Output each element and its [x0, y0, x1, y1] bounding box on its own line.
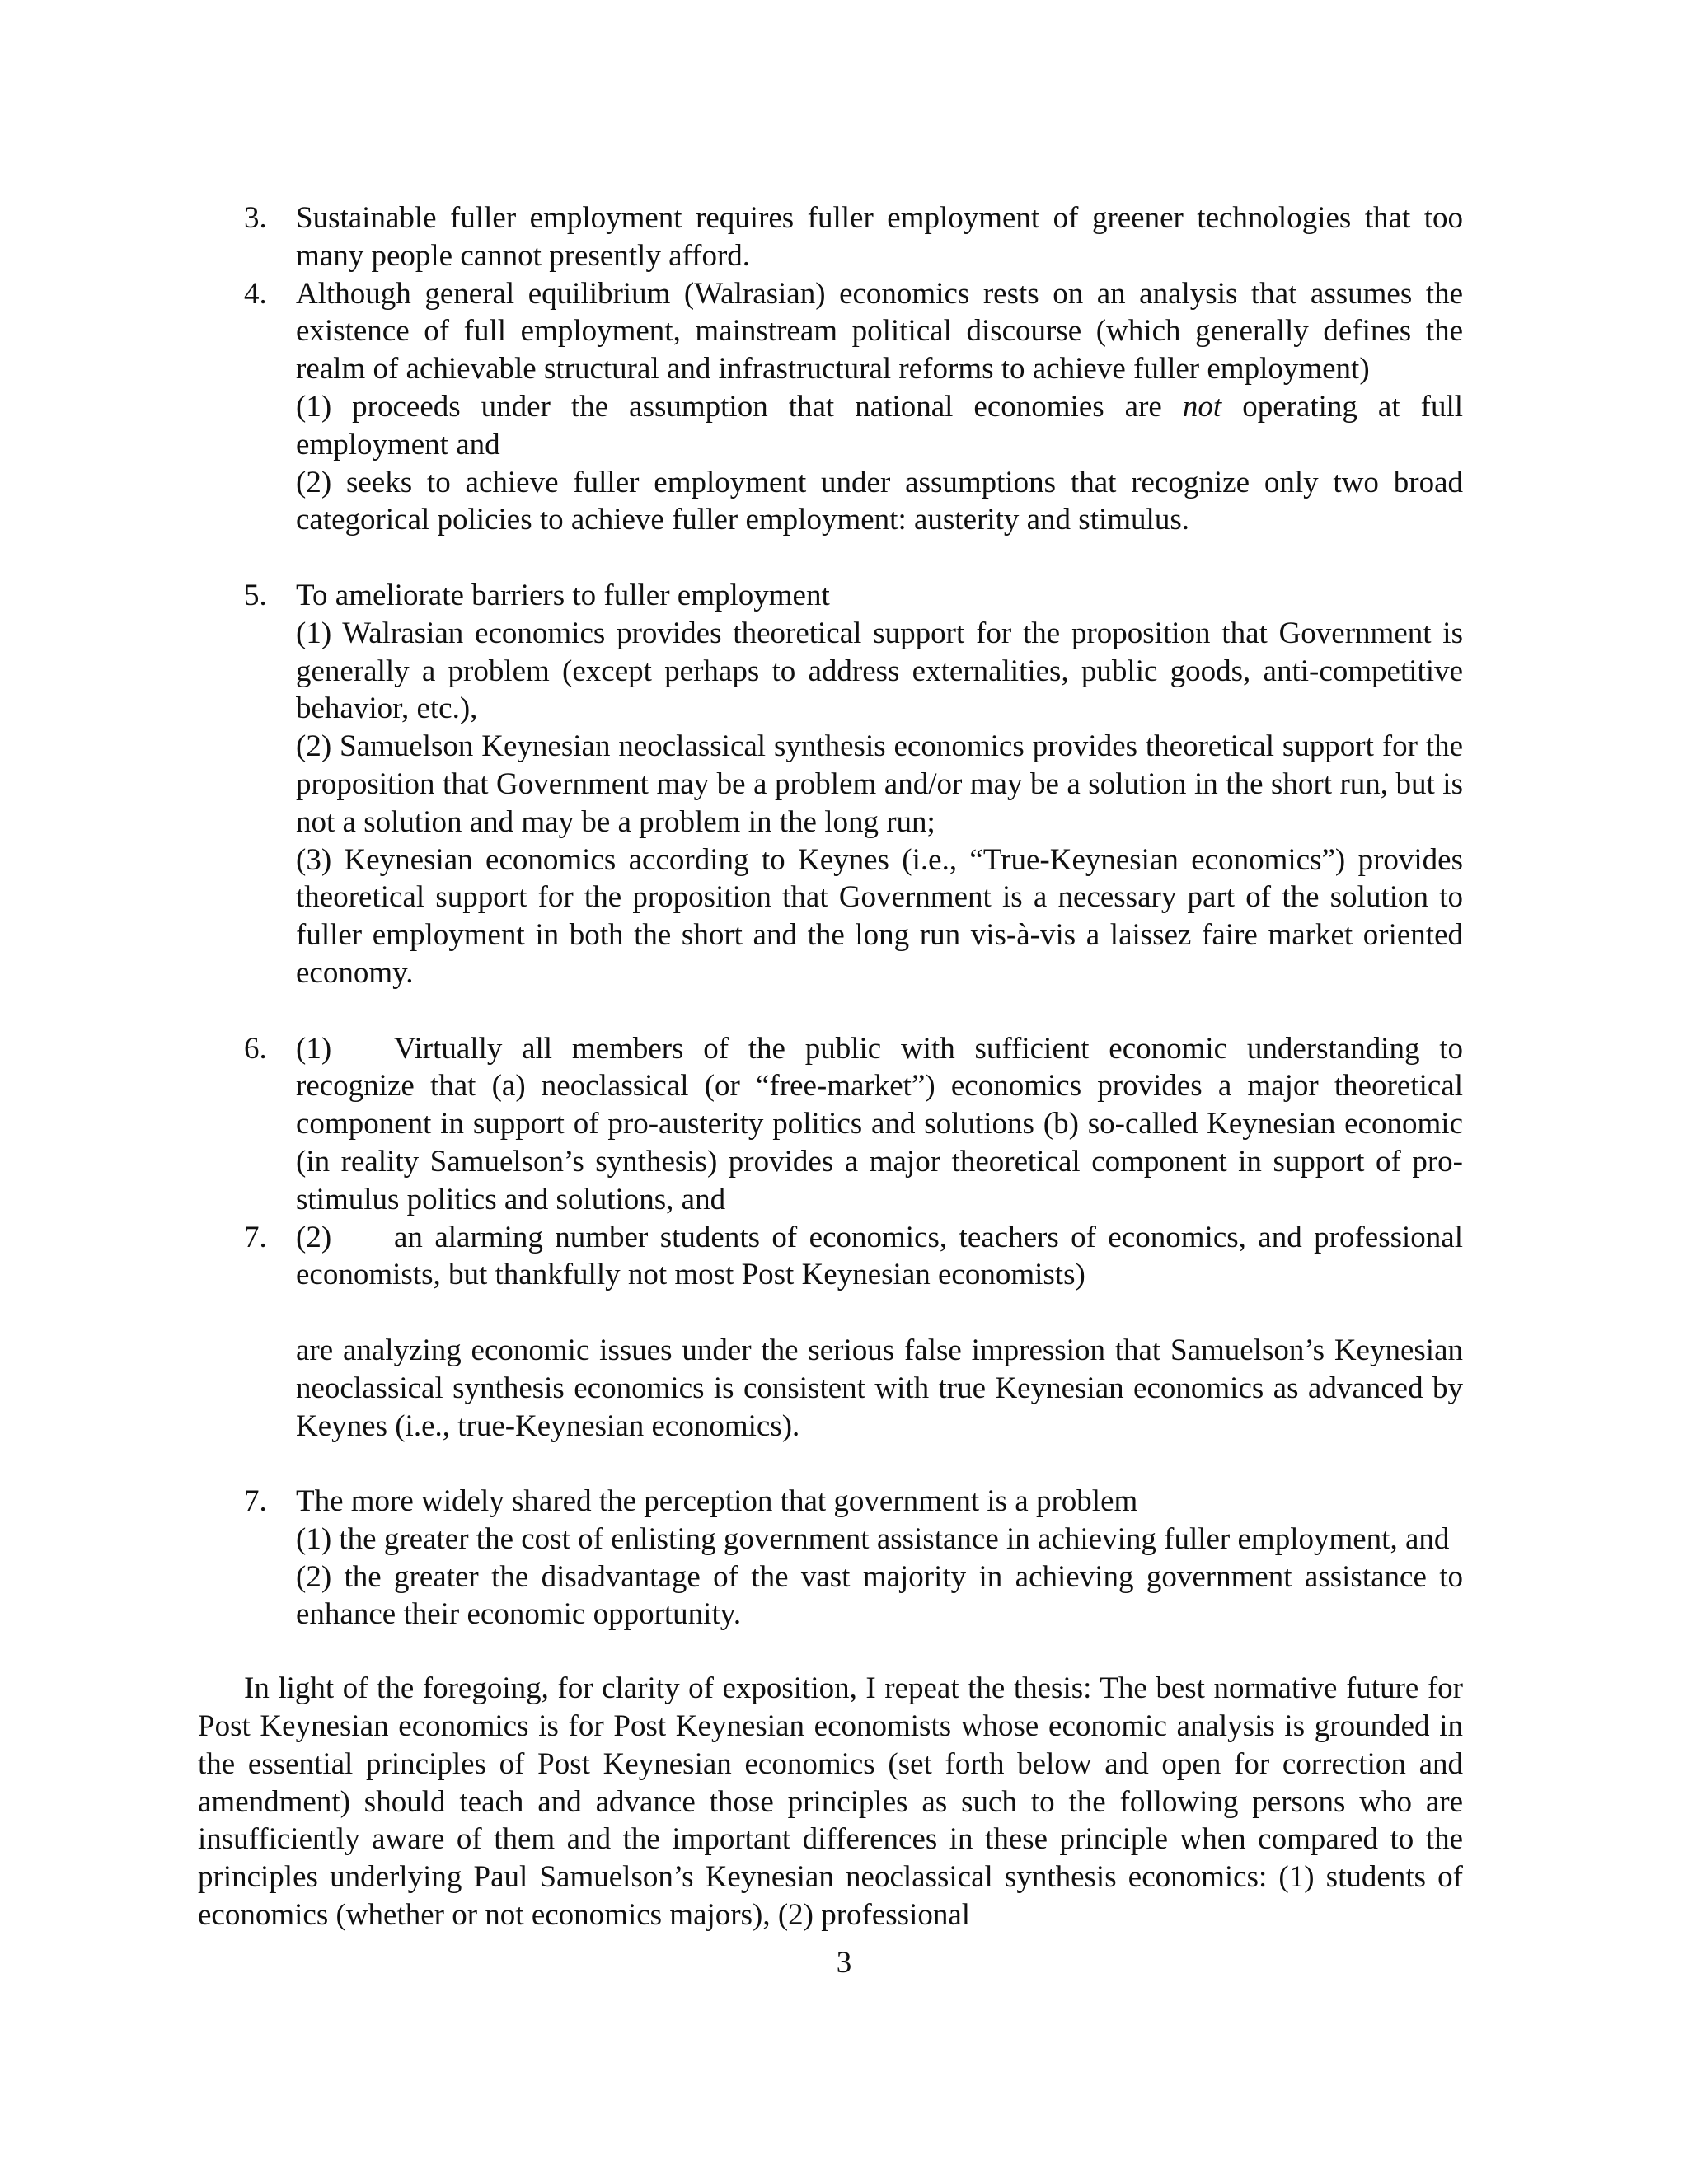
list-item-7b — [198, 1483, 1463, 1633]
list-number: 7. — [244, 1220, 267, 1254]
list-item-3 — [198, 199, 1463, 275]
document-body — [198, 199, 1463, 1965]
list-item-sub-2: (2) Samuelson Keynesian neoclassical synthesis economics provides theoretical support for the proposition that Government may be a problem and/or may be a solution in the short run, but is not a solution and may be a problem in the long run; — [296, 729, 1463, 839]
list-closing-text: are analyzing economic issues under the serious false impression that Samuelson’s Keynesian neoclassical synthesis economics is consistent with true Keynesian economics as advanced by Keynes (i.e., true-Keynesian economics). — [296, 1333, 1463, 1443]
sub-label: (2) — [296, 1220, 332, 1254]
list-item-text: Sustainable fuller employment requires fuller employment of greener technologies that too many people cannot presently afford. — [296, 201, 1463, 273]
list-item-sub-2: (2) seeks to achieve fuller employment under assumptions that recognize only two broad categorical policies to achieve fuller employment: austerity and stimulus. — [296, 465, 1463, 537]
list-number: 5. — [244, 578, 267, 612]
list-number: 4. — [244, 276, 267, 311]
list-item-sub-1: (1) the greater the cost of enlisting government assistance in achieving fuller employment, and — [296, 1521, 1450, 1556]
list-item-sub-3: (3) Keynesian economics according to Keynes (i.e., “True-Keynesian economics”) provides theoretical support for the proposition that Government is a necessary part of the solution to fuller employment in both the short and the long run vis-à-vis a laissez faire market oriented economy. — [296, 842, 1463, 990]
body-paragraph: In light of the foregoing, for clarity of exposition, I repeat the thesis: The best normative future for Post Keynesian economics is for Post Keynesian economists whose economic analysis is grounded in the essential principles of Post Keynesian economics (set forth below and open for correction and amendment) should teach and advance those principles as such to the following persons who are insufficiently aware of them and the important differences in these principle when compared to the principles underlying Paul Samuelson’s Keynesian neoclassical synthesis economics: (1) students of economics (whether or not economics majors), (2) professional — [198, 1671, 1463, 1933]
list-item-5 — [198, 577, 1463, 992]
list-item-intro: To ameliorate barriers to fuller employment — [296, 578, 830, 612]
list-item-sub-1: (1) proceeds under the assumption that national economies are not operating at full employment and — [296, 389, 1464, 462]
list-item-sub-1: (1) Walrasian economics provides theoretical support for the proposition that Government is generally a problem (except perhaps to address externalities, public goods, anti-competitive behavior, etc.), — [296, 616, 1463, 726]
list-number: 7. — [244, 1484, 267, 1519]
list-item-6 — [198, 1030, 1463, 1219]
list-item-7a — [198, 1219, 1463, 1295]
list-item-4 — [198, 275, 1463, 540]
list-item-intro: The more widely shared the perception that government is a problem — [296, 1484, 1138, 1519]
list-item-intro: Although general equilibrium (Walrasian) economics rests on an analysis that assumes the existence of full employment, mainstream political discourse (which generally defines the realm of achievable structural and infrastructural reforms to achieve fuller employment) — [296, 276, 1463, 387]
list-item-text: (1) Virtually all members of the public with sufficient economic understanding to recognize that (a) neoclassical (or “free-market”) economics provides a major theoretical component in support of pro-austerity politics and solutions (b) so-called Keynesian economic (in reality Samuelson’s synthesis) provides a major theoretical component in support of pro-stimulus politics and solutions, and — [296, 1031, 1463, 1216]
sub-label: (1) — [296, 1031, 332, 1066]
list-item-text: (2) an alarming number students of economics, teachers of economics, and professional economists, but thankfully not most Post Keynesian economists) — [296, 1220, 1463, 1292]
list-item-sub-2: (2) the greater the disadvantage of the vast majority in achieving government assistance to enhance their economic opportunity. — [296, 1559, 1463, 1632]
emphasis: not — [1182, 389, 1222, 424]
list-number: 6. — [244, 1031, 267, 1066]
list-number: 3. — [244, 201, 267, 235]
page-number: 3 — [836, 1946, 852, 1980]
